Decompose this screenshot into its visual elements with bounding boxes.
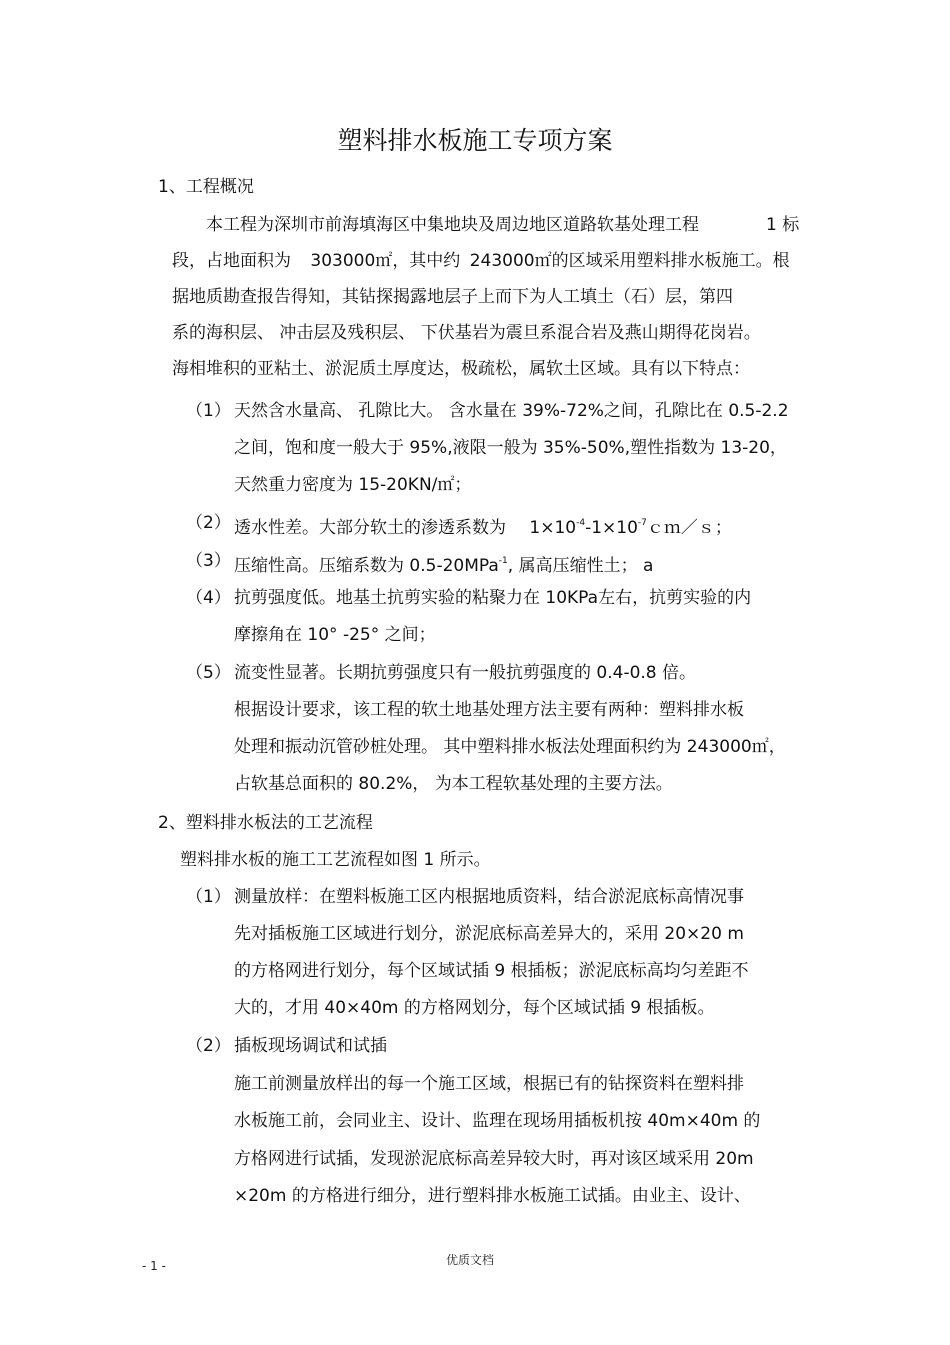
text-run: 压缩性高。压缩系数为 0.5-20MPa	[234, 556, 499, 576]
list-number: （1）	[186, 401, 231, 421]
list-item-text: 流变性显著。长期抗剪强度只有一般抗剪强度的 0.4-0.8 倍。	[234, 663, 697, 683]
section-heading-2: 2、塑料排水板法的工艺流程	[158, 813, 373, 833]
text-run: ｃｍ／ｓ；	[646, 518, 732, 538]
list-number: （4）	[186, 588, 231, 608]
text-run: , 属高压缩性土； a	[507, 556, 654, 576]
list-item-text: 插板现场调试和试插	[234, 1036, 387, 1056]
footer-label: 优质文档	[446, 1253, 495, 1267]
list-item-text: 水板施工前，会同业主、设计、监理在现场用插板机按 40m×40m 的	[234, 1111, 761, 1131]
list-item-text: ×20m 的方格进行细分，进行塑料排水板施工试插。由业主、设计、	[234, 1186, 751, 1206]
list-number: （1）	[186, 887, 231, 907]
text-run: 303000㎡	[310, 251, 393, 271]
list-number: （2）	[186, 1036, 231, 1056]
superscript: -1	[498, 556, 508, 566]
text-run: 243000㎡	[469, 251, 552, 271]
paragraph-line	[172, 250, 790, 272]
document-title: 塑料排水板施工专项方案	[337, 126, 613, 155]
list-item-text	[234, 512, 732, 539]
superscript: -4	[576, 518, 586, 528]
list-item-text: 天然重力密度为 15-20KN/㎡；	[234, 475, 472, 495]
paragraph-line: 塑料排水板的施工工艺流程如图 1 所示。	[180, 850, 491, 870]
list-item-text: 先对插板施工区域进行划分，淤泥底标高差异大的，采用 20×20 m	[234, 924, 744, 944]
list-number: （2）	[186, 513, 231, 533]
paragraph-line: 系的海积层、 冲击层及残积层、 下伏基岩为震旦系混合岩及燕山期得花岗岩。	[172, 323, 761, 343]
text-run: 透水性差。大部分软土的渗透系数为	[234, 518, 506, 538]
list-item-text: 施工前测量放样出的每一个施工区域，根据已有的钻探资料在塑料排	[234, 1074, 744, 1094]
list-item-text: 根据设计要求，该工程的软土地基处理方法主要有两种：塑料排水板	[234, 700, 744, 720]
list-item-text: 摩擦角在 10° -25° 之间；	[234, 625, 436, 645]
list-number: （5）	[186, 663, 231, 683]
paragraph-line: 海相堆积的亚粘土、淤泥质土厚度达，极疏松，属软土区域。具有以下特点：	[172, 359, 750, 379]
text-run: 段，占地面积为	[172, 251, 291, 271]
superscript: -7	[637, 518, 647, 528]
section-heading-1: 1、工程概况	[158, 177, 254, 197]
list-item-text: 的方格网进行划分，每个区域试插 9 根插板；淤泥底标高均匀差距不	[234, 961, 749, 981]
list-item-text: 之间，饱和度一般大于 95%,液限一般为 35%-50%,塑性指数为 13-20，	[234, 438, 787, 458]
paragraph-line: 本工程为深圳市前海填海区中集地块及周边地区道路软基处理工程	[206, 215, 699, 235]
list-item-text	[234, 550, 653, 577]
text-run: 的区域采用塑料排水板施工。根	[551, 251, 790, 271]
list-number: （3）	[186, 551, 231, 571]
list-item-text: 方格网进行试插，发现淤泥底标高差异较大时，再对该区域采用 20m	[234, 1149, 754, 1169]
text-run: -1×10	[585, 518, 638, 538]
list-item-text: 测量放样：在塑料板施工区内根据地质资料，结合淤泥底标高情况事	[234, 887, 744, 907]
list-item-text: 抗剪强度低。地基土抗剪实验的粘聚力在 10KPa左右，抗剪实验的内	[234, 588, 752, 608]
list-item-text: 占软基总面积的 80.2%， 为本工程软基处理的主要方法。	[234, 774, 673, 794]
text-run: ，其中约	[392, 251, 461, 271]
list-item-text: 天然含水量高、 孔隙比大。 含水量在 39%-72%之间，孔隙比在 0.5-2.2	[234, 401, 789, 421]
list-item-text: 处理和振动沉管砂桩处理。 其中塑料排水板法处理面积约为 243000㎡，	[234, 737, 786, 757]
page-number: - 1 -	[142, 1259, 166, 1273]
list-item-text: 大的，才用 40×40m 的方格网划分，每个区域试插 9 根插板。	[234, 998, 715, 1018]
text-run: 1×10	[529, 518, 577, 538]
paragraph-line: 据地质勘查报告得知，其钻探揭露地层子上而下为人工填土（石）层，第四	[172, 287, 733, 307]
paragraph-line: 1 标	[766, 215, 800, 235]
